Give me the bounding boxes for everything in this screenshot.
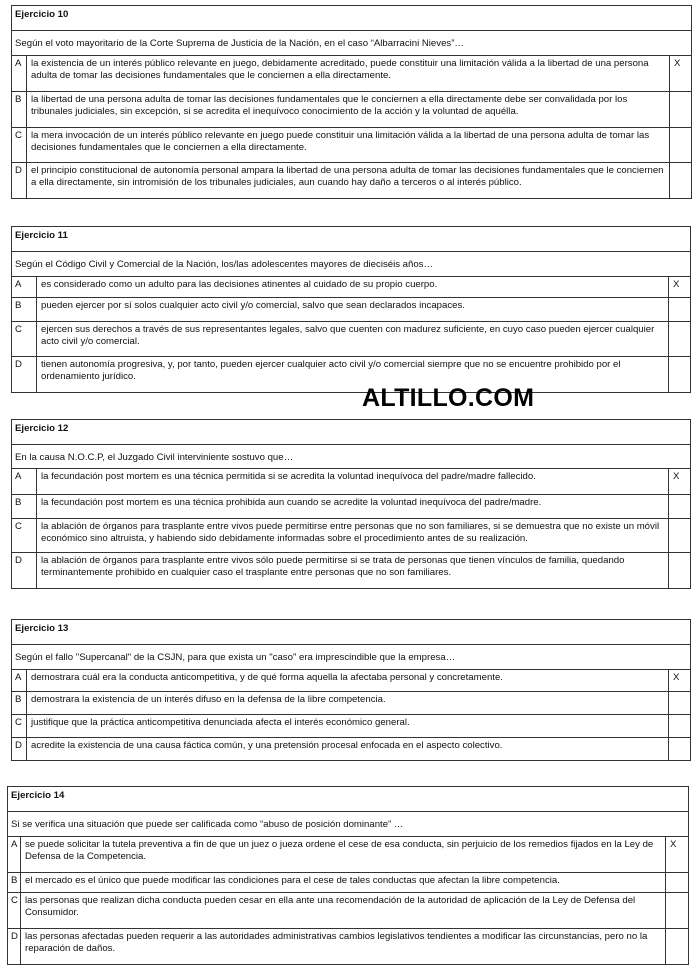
option-letter: A [12, 469, 37, 495]
exercise-13 [11, 619, 691, 761]
option-text: se puede solicitar la tutela preventiva a fin de que un juez o jueza ordene el cese de esa conducta, sin perjuicio de los remedios fijados en la Ley de Defensa de la Competencia. [21, 837, 666, 873]
answer-mark [666, 873, 689, 893]
exercise-14 [7, 786, 689, 965]
answer-mark [669, 298, 691, 322]
option-letter: B [8, 873, 21, 893]
option-text: acredite la existencia de una causa fáctica común, y una pretensión procesal enfocada en el aspecto colectivo. [27, 738, 669, 761]
answer-mark [670, 92, 692, 128]
option-text: demostrara cuál era la conducta anticompetitiva, y de qué forma aquella la afectaba personal y concretamente. [27, 670, 669, 692]
exercise-11 [11, 226, 691, 393]
exercise-title: Ejercicio 14 [8, 787, 689, 812]
answer-mark: X [670, 56, 692, 92]
option-text: la ablación de órganos para trasplante entre vivos sólo puede permitirse si se trata de personas que tienen vínculos de familia, quedando terminantemente prohibido en cualquier caso el trasplante entre personas que no son familiares. [37, 553, 669, 589]
option-letter: B [12, 92, 27, 128]
option-text: la fecundación post mortem es una técnica prohibida aun cuando se acredite la voluntad inequívoca del padre/madre. [37, 495, 669, 519]
option-letter: D [8, 929, 21, 965]
exercise-12 [11, 419, 691, 589]
option-text: la existencia de un interés público relevante en juego, debidamente acreditado, puede constituir una limitación válida a la libertad de una persona adulta de tomar las decisiones fundamentales que le conciernen a ella directamente. [27, 56, 670, 92]
exercise-question: En la causa N.O.C.P, el Juzgado Civil interviniente sostuvo que… [12, 445, 691, 469]
answer-mark: X [669, 469, 691, 495]
answer-mark [670, 128, 692, 163]
exercise-title: Ejercicio 13 [12, 620, 691, 645]
option-letter: C [12, 322, 37, 357]
option-letter: D [12, 738, 27, 761]
exercise-question: Si se verifica una situación que puede ser calificada como “abuso de posición dominante” … [8, 812, 689, 837]
answer-mark [669, 322, 691, 357]
option-letter: B [12, 692, 27, 715]
exercise-title: Ejercicio 10 [12, 6, 692, 31]
watermark-text: ALTILLO.COM [362, 384, 535, 412]
option-letter: D [12, 163, 27, 199]
option-text: la fecundación post mortem es una técnica permitida si se acredita la voluntad inequívoca del padre/madre fallecido. [37, 469, 669, 495]
option-letter: D [12, 553, 37, 589]
option-letter: C [8, 893, 21, 929]
answer-mark [669, 519, 691, 553]
option-text: el mercado es el único que puede modificar las condiciones para el cese de tales conductas que afectan la libre competencia. [21, 873, 666, 893]
answer-mark [669, 357, 691, 393]
answer-mark [666, 929, 689, 965]
option-text: la libertad de una persona adulta de tomar las decisiones fundamentales que le conciernen a ella directamente debe ser convalidada por los tribunales judiciales, sin excepción, si se acredita el inequívoco conocimiento de la acción y la voluntad de aquélla. [27, 92, 670, 128]
option-text: el principio constitucional de autonomía personal ampara la libertad de una persona adulta de tomar las decisiones fundamentales que le conciernen a ella directamente, sin intromisión de los tribunales judiciales, aun cuando hay daño a terceros o al interés público. [27, 163, 670, 199]
option-text: la mera invocación de un interés público relevante en juego puede constituir una limitación válida a la libertad de una persona adulta de tomar las decisiones fundamentales que le conciernen a ella directamente. [27, 128, 670, 163]
option-letter: B [12, 298, 37, 322]
answer-mark: X [669, 277, 691, 298]
option-letter: C [12, 715, 27, 738]
option-letter: A [12, 670, 27, 692]
option-text: demostrara la existencia de un interés difuso en la defensa de la libre competencia. [27, 692, 669, 715]
answer-mark [669, 738, 691, 761]
exercise-question: Según el Código Civil y Comercial de la Nación, los/las adolescentes mayores de dieciséis años… [12, 252, 691, 277]
answer-mark [669, 495, 691, 519]
option-text: es considerado como un adulto para las decisiones atinentes al cuidado de su propio cuerpo. [37, 277, 669, 298]
option-letter: C [12, 128, 27, 163]
option-letter: A [12, 56, 27, 92]
option-letter: D [12, 357, 37, 393]
option-text: las personas que realizan dicha conducta pueden cesar en ella ante una recomendación de la autoridad de aplicación de la Ley de Defensa del Consumidor. [21, 893, 666, 929]
exercise-question: Según el voto mayoritario de la Corte Suprema de Justicia de la Nación, en el caso “Albarracini Nieves”… [12, 31, 692, 56]
exercise-title: Ejercicio 12 [12, 420, 691, 445]
answer-mark [669, 715, 691, 738]
answer-mark: X [666, 837, 689, 873]
option-text: justifique que la práctica anticompetitiva denunciada afecta el interés económico general. [27, 715, 669, 738]
answer-mark: X [669, 670, 691, 692]
option-text: la ablación de órganos para trasplante entre vivos puede permitirse entre personas que no son familiares, si se demuestra que no existe un móvil económico sino altruista, y habiendo sido debidamente informadas sobre el procedimiento antes de su realización. [37, 519, 669, 553]
option-letter: B [12, 495, 37, 519]
exercise-title: Ejercicio 11 [12, 227, 691, 252]
option-letter: A [12, 277, 37, 298]
answer-mark [666, 893, 689, 929]
option-text: tienen autonomía progresiva, y, por tanto, pueden ejercer cualquier acto civil y/o comercial siempre que no se encuentre prohibido por el ordenamiento jurídico. [37, 357, 669, 393]
option-text: pueden ejercer por sí solos cualquier acto civil y/o comercial, salvo que sean declarados incapaces. [37, 298, 669, 322]
answer-mark [669, 692, 691, 715]
option-letter: C [12, 519, 37, 553]
option-letter: A [8, 837, 21, 873]
option-text: las personas afectadas pueden requerir a las autoridades administrativas cambios legislativos tendientes a modificar las circunstancias, pero no la reparación de daños. [21, 929, 666, 965]
answer-mark [669, 553, 691, 589]
exercise-10 [11, 5, 692, 199]
exercise-question: Según el fallo "Supercanal" de la CSJN, para que exista un "caso" era imprescindible que la empresa… [12, 645, 691, 670]
answer-mark [670, 163, 692, 199]
option-text: ejercen sus derechos a través de sus representantes legales, salvo que cuenten con madurez suficiente, en cuyo caso pueden ejercer cualquier acto civil y/o comercial. [37, 322, 669, 357]
